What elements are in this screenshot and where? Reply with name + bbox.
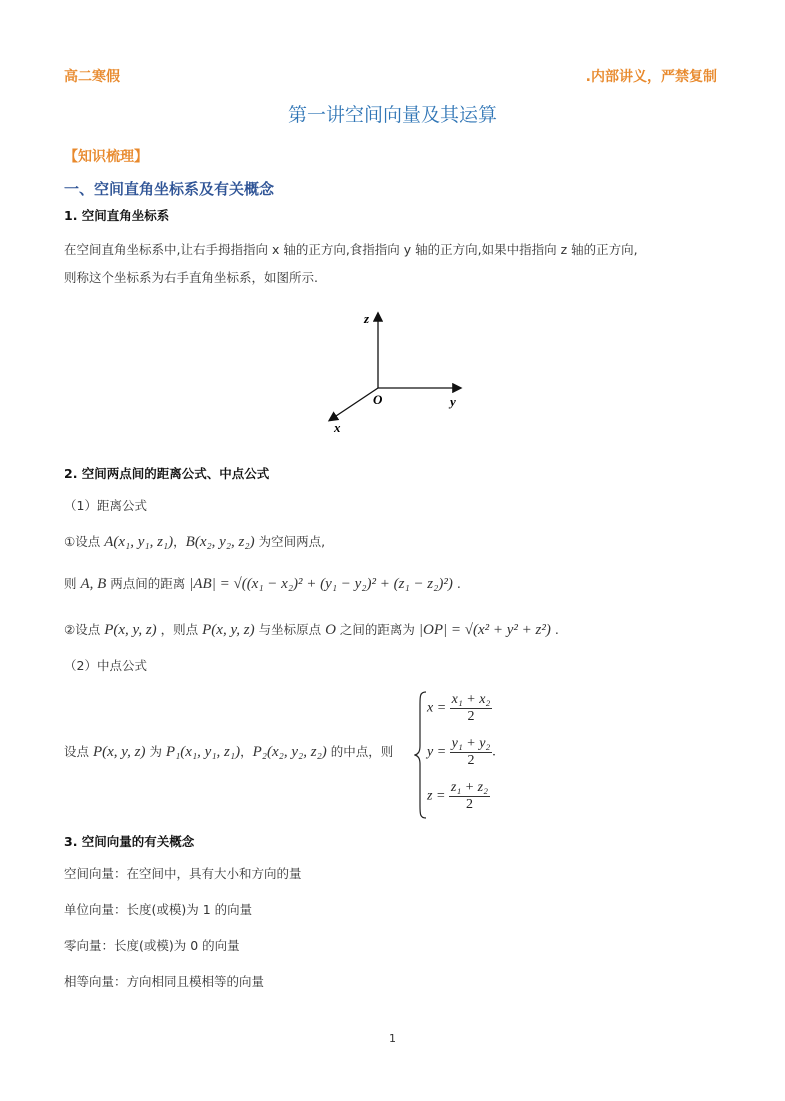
y-label: y xyxy=(450,394,456,409)
distance-formula-label: （1）距离公式 xyxy=(64,498,147,513)
concept-line: 相等向量：方向相同且模相等的向量 xyxy=(64,974,265,989)
knowledge-label: 【知识梳理】 xyxy=(64,149,148,165)
midpoint-y-numerator: y₁ + y₂ xyxy=(451,736,491,751)
concept-line: 零向量：长度(或模)为 0 的向量 xyxy=(64,938,240,953)
z-label: z xyxy=(364,311,370,326)
left-brace xyxy=(414,690,428,820)
midpoint-z-numerator: z₁ + z₂ xyxy=(450,780,488,795)
midpoint-y-row: y = $\frac{\text{y₁ + y₂}}{2}$ . xyxy=(427,736,496,768)
paragraph-line-2: 则称这个坐标系为右手直角坐标系，如图所示. xyxy=(64,270,318,285)
subsection-heading-2: 2. 空间两点间的距离公式、中点公式 xyxy=(64,466,270,481)
distance-ab-formula: |AB| = √((x₁ − x₂)² + (y₁ − y₂)² + (z₁ − z₂)²) xyxy=(189,576,453,592)
distance-item-1-formula-line: 则 A, B 两点间的距离 |AB| = √((x₁ − x₂)² + (y₁ − y₂)² + (z₁ − z₂)²) . xyxy=(64,576,461,592)
midpoint-statement: 设点 P(x, y, z) 为 P₁(x₁, y₁, z₁)，P₂(x₂, y₂, z₂) 的中点，则 xyxy=(64,744,394,760)
concept-line: 单位向量：长度(或模)为 1 的向量 xyxy=(64,902,253,917)
x-label: x xyxy=(334,420,341,435)
midpoint-x-numerator: x₁ + x₂ xyxy=(451,692,491,707)
origin-label: O xyxy=(373,392,383,407)
subsection-heading-1: 1. 空间直角坐标系 xyxy=(64,208,170,223)
header-left: 高二寒假 xyxy=(64,69,120,85)
point-a: A(x₁, y₁, z₁) xyxy=(104,534,174,550)
page-title: 第一讲空间向量及其运算 xyxy=(287,104,497,126)
midpoint-x-row: x = $\frac{\text{x₁ + x₂}}{2}$ xyxy=(427,692,491,724)
paragraph-line-1: 在空间直角坐标系中,让右手拇指指向 x 轴的正方向,食指指向 y 轴的正方向,如果中指指向 z 轴的正方向, xyxy=(64,242,638,257)
point-b: B(x₂, y₂, z₂) xyxy=(185,534,255,550)
coordinate-system-figure xyxy=(300,300,500,440)
header-right: .内部讲义，严禁复制 xyxy=(585,69,717,85)
x-axis xyxy=(330,388,378,420)
section-heading-1: 一、空间直角坐标系及有关概念 xyxy=(64,180,275,198)
midpoint-formula-label: （2）中点公式 xyxy=(64,658,147,673)
midpoint-z-row: z = $\frac{\text{z₁ + z₂}}{2}$ xyxy=(427,780,488,812)
distance-item-2: ②设点 P(x, y, z) ，则点 P(x, y, z) 与坐标原点 O 之间的距离为 |OP| = √(x² + y² + z²) . xyxy=(64,622,559,638)
subsection-heading-3: 3. 空间向量的有关概念 xyxy=(64,834,195,849)
concept-line: 空间向量：在空间中，具有大小和方向的量 xyxy=(64,866,302,881)
distance-item-1: ①设点 A(x₁, y₁, z₁)，B(x₂, y₂, z₂) 为空间两点, xyxy=(64,534,326,550)
page-number: 1 xyxy=(389,1032,396,1045)
distance-op-formula: |OP| = √(x² + y² + z²) xyxy=(418,622,551,638)
